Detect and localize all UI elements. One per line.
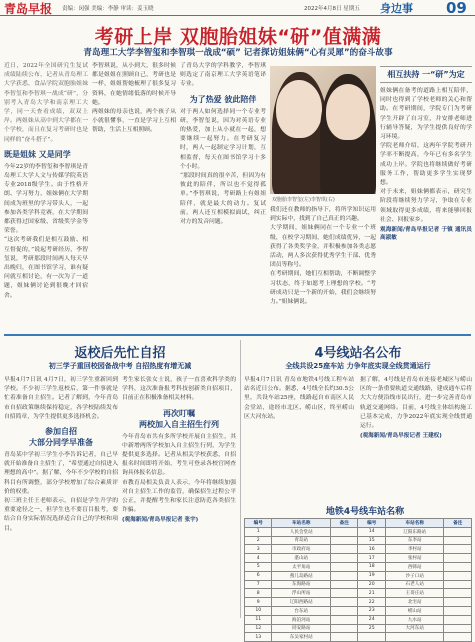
table-cell: 6	[245, 571, 272, 580]
table-cell: 25	[358, 624, 385, 633]
table-cell	[358, 633, 385, 642]
station-table	[244, 518, 472, 642]
table-cell: 10	[245, 606, 272, 615]
table-cell	[331, 580, 358, 589]
table-cell: 5	[245, 562, 272, 571]
table-cell: 燕儿岛路站	[272, 571, 331, 580]
story-left-column-1	[4, 376, 118, 534]
paragraph: 市教育局相关负责人表示，今年将继续加强对自主招生工作的监管，确保招生过程公平公正，并提醒考生和家长注意防范各类招生诈骗。	[122, 479, 236, 514]
table-row	[245, 562, 472, 571]
table-row	[245, 571, 472, 580]
table-cell	[444, 554, 472, 563]
table-cell	[444, 545, 472, 554]
table-cell	[444, 571, 472, 580]
table-cell	[444, 527, 472, 536]
table-cell	[331, 571, 358, 580]
table-cell: 台东站	[272, 606, 331, 615]
story-left-column-2	[122, 376, 236, 523]
column-header: 编号	[358, 519, 385, 528]
table-cell: 王哥庄站	[385, 589, 444, 598]
table-cell: 张村站	[385, 554, 444, 563]
column-header: 车站名称	[272, 519, 331, 528]
paragraph: 对于两人如何选择同一个专业考研，李智玺说，因为对英语专业的热爱，加上从小就在一起，想要继续一起努力。在考研复习时，两人一起制定学习计划，互相监督，每天在图书馆学习十多个小时。	[180, 108, 266, 170]
table-cell	[331, 633, 358, 642]
table-cell: 7	[245, 580, 272, 589]
paragraph: 早报4月7日讯 4月7日，初三学生重新回到学校。不少初三学生返校后，第一件事就是忙着准备自主招生。记者了解到，今年青岛市自招政策继续保持稳定，各学校陆续发布自招简章，为学生提供更多选择机会。	[4, 377, 118, 420]
article-column-2	[92, 62, 176, 136]
paragraph: 初三班主任王老师表示，自招是学生升学的重要途径之一，但学生也不要盲目报考，要结合自身实际情况选择适合自己的学校和项目。	[4, 498, 118, 532]
section-heading: 再次叮嘱	[163, 408, 195, 418]
table-cell: 人民会堂站	[272, 527, 331, 536]
newspaper-logo: 青岛早报	[4, 2, 53, 16]
table-cell	[444, 536, 472, 545]
story-right-column-1	[244, 376, 354, 422]
table-cell	[444, 589, 472, 598]
twins-photo	[270, 66, 376, 194]
issue-date: 2022年4月8日 星期五	[304, 6, 360, 12]
paragraph: 大学期间，姐妹俩同在一个专业一个班级，在校学习期间，她们成绩优异，一起获得了各类奖学金，并积极参加各类志愿活动，两人多次获得优秀学生干部、优秀团员等称号。	[270, 225, 376, 269]
table-cell: 沙子口站	[385, 571, 444, 580]
paragraph: 了青岛大学的学科教学，李智琪则选定了南京理工大学英语笔译专业。	[180, 63, 266, 88]
table-cell: 18	[358, 562, 385, 571]
table-cell	[331, 536, 358, 545]
section-heading: 两校加入自主招生行列	[139, 419, 219, 429]
section-heading-1: 既是姐妹 又是同学	[4, 149, 71, 159]
table-cell	[444, 624, 472, 633]
table-cell	[331, 562, 358, 571]
paragraph: 两姐妹的母亲也说，两个孩子从小就很懂事，一直是学习上互相帮助，生活上互相照顾。	[92, 109, 176, 134]
table-cell	[331, 606, 358, 615]
table-cell: 19	[358, 571, 385, 580]
table-cell: 9	[245, 598, 272, 607]
editor-credits: 责编：闵强 美编：李静 审读：姜玉晓	[62, 6, 154, 12]
table-cell	[331, 589, 358, 598]
table-cell: 石老人站	[385, 580, 444, 589]
table-cell: 8	[245, 589, 272, 598]
table-cell: 湛山站	[272, 554, 331, 563]
photo-caption: 双胞胎李智玺(左)李智琪(右)	[272, 197, 335, 203]
table-cell: 23	[358, 606, 385, 615]
table-cell	[331, 554, 358, 563]
table-row	[245, 545, 472, 554]
table-cell: 辽阳西路站	[272, 598, 331, 607]
table-row	[245, 589, 472, 598]
column-header: 车站名称	[385, 519, 444, 528]
table-cell: 九水站	[385, 615, 444, 624]
paragraph: 李智琪说，从小到大，很多时候都是姐姐在照顾自己，考研也是一样，姐姐帮她梳理了很多复习资料，在她情绪低落的时候开导她。	[92, 63, 176, 106]
table-cell: 同安路站	[272, 624, 331, 633]
paragraph: 今年22岁的李智玺和李智琪是青岛理工大学人文与传媒学院英语专业2018级学生。由于性格开朗、学习努力，姐妹俩在大学期间成为班里的学习带头人，一起参加各类学科竞赛，在大学期间都获得过国家级、省级奖学金等荣誉。	[4, 163, 88, 235]
table-cell: 16	[358, 545, 385, 554]
headline: 考研上岸 双胞胎姐妹“研”值满满	[94, 26, 382, 48]
byline: (观海新闻/青岛早报记者 张宇)	[122, 517, 199, 524]
section-divider	[4, 334, 471, 336]
table-cell: 24	[358, 615, 385, 624]
page-header	[0, 0, 475, 16]
column-divider	[240, 340, 241, 618]
page-number: 09	[446, 0, 467, 17]
paragraph: 考生家长张女士说，孩子一直喜欢科学类的学科，这次准备报考科技创新类自招项目，目前正在积极准备相关材料。	[122, 377, 236, 402]
section-heading: 大部分同学早准备	[29, 438, 93, 448]
section-heading-2: 为了热爱 彼此陪伴	[189, 94, 257, 104]
story-title-left: 返校后先忙自招	[74, 346, 166, 361]
article-column-1	[4, 62, 88, 301]
section-heading: 参加自招	[45, 427, 77, 437]
table-cell: 崂山站	[385, 606, 444, 615]
table-cell: 海泊河站	[272, 615, 331, 624]
story-subtitle-right: 全线共设25座车站 力争年底实现全线贯通运行	[285, 362, 431, 370]
story-title-right: 4号线站名公布	[314, 346, 402, 361]
table-cell: 西韩站	[385, 562, 444, 571]
paragraph: 在考研期间，她们互相帮助，不断调整学习状态，终于如愿考上理想的学校。“考研成功只是一个新的开始，我们会继续努力。”姐妹俩说。	[270, 271, 376, 306]
column-header: 备注	[444, 519, 472, 528]
paragraph: 据了解，4号线是青岛市连接老城区与崂山区的一条重要轨道交通线路，建成通车后将大大方便沿线市民出行，进一步完善青岛市轨道交通网络。目前，4号线主体结构施工已基本完成，力争2022年底实现全线贯通运行。	[360, 377, 472, 430]
table-cell: 北宅站	[385, 598, 444, 607]
paragraph: 对于未来，姐妹俩都表示，研究生阶段将继续努力学习，争取在专业领域取得更多成绩，将来能够回报社会、回报家乡。	[380, 189, 472, 223]
table-cell: 青岛站	[272, 536, 331, 545]
sidebar-title: 相互扶持 一“研”为定	[380, 66, 472, 83]
article-column-3	[180, 62, 266, 227]
table-cell	[331, 545, 358, 554]
paragraph: 学院老师介绍，这两年学院考研升学率不断提高，今年已有多名学生成功上岸。学院也将继续做好考研服务工作，帮助更多学生实现梦想。	[380, 143, 472, 187]
table-cell	[444, 580, 472, 589]
paragraph: “那段时间真的很辛苦，但因为有彼此的陪伴，所以也不觉得孤单。”李智琪说，考研路上有姐姐陪伴，就是最大的动力。复试前，两人还互相模拟面试，纠正对方的发音问题。	[180, 173, 266, 226]
story-right-column-2	[360, 376, 472, 439]
lead-paragraph: 近日，2022年全国研究生复试成绩陆续公布，记者从青岛理工大学获悉，食品学院双胞胎姐妹李智玺和李智琪一战成“研”，分别考入青岛大学和南京理工大学，同一天查看成绩，双双上岸。两姐妹从高中到大学都在一个学校，而且在复习考研时也是同样的“奋斗搭子”。	[4, 63, 88, 143]
table-cell: 2	[245, 536, 272, 545]
table-row	[245, 580, 472, 589]
station-table-title: 地铁4号线车站名称	[325, 507, 405, 517]
byline: 观海新闻/青岛早报记者 于镇 通讯员 高淑敏	[380, 227, 472, 242]
table-cell: 14	[358, 527, 385, 536]
table-cell: 东吴家村站	[272, 633, 331, 642]
paragraph: 今年青岛市共有多所学校开展自主招生，其中新增两所学校加入自主招生行列，为学生提供更多选择。记者从相关学校获悉，自招报名时间即将开始，考生可登录各校官网查询具体报名信息。	[122, 433, 236, 477]
table-row	[245, 554, 472, 563]
table-cell: 4	[245, 554, 272, 563]
paragraph: 青岛某中学初三学生小李告诉记者，自己早就开始准备自主招生了，“希望通过自招进入理想的高中”。据了解，今年不少学校的自招科目有所调整，部分学校增加了综合素质评价的权重。	[4, 452, 118, 495]
table-cell: 21	[358, 589, 385, 598]
table-cell: 12	[245, 624, 272, 633]
story-subtitle-left: 初三学子重回校园备战中考 自招热度有增无减	[48, 362, 192, 370]
table-cell: 17	[358, 554, 385, 563]
table-cell	[385, 633, 444, 642]
paragraph: 我们还在教师的指导下，将所学知识运用到实际中，找到了自己真正的兴趣。	[270, 207, 376, 223]
table-cell: 15	[358, 536, 385, 545]
paragraph: 姐妹俩在备考的道路上相互陪伴，同时也得到了学校老师的关心和帮助。在考研期间，学院专门为考研学生开辟了自习室，并安排老师进行辅导答疑，为学生提供良好的学习环境。	[380, 88, 472, 141]
paragraph: “这次考研我们是相互鼓励、相互督促的，”说起考研经历，李智玺说，考研那段时间两人每天早出晚归，在图书馆学习，谁有疑问就互相讨论，有一次为了一道题，姐妹俩讨论到很晚才回宿舍。	[4, 237, 88, 299]
table-cell: 辽阳东路站	[385, 527, 444, 536]
table-row	[245, 624, 472, 633]
table-header-row	[245, 519, 472, 528]
table-cell	[444, 606, 472, 615]
table-cell	[331, 598, 358, 607]
subheadline: 青岛理工大学李智玺和李智琪一战成“硕” 记者探访姐妹俩“心有灵犀”的奋斗故事	[83, 48, 393, 58]
table-cell: 东李站	[385, 536, 444, 545]
table-cell: 20	[358, 580, 385, 589]
table-row	[245, 633, 472, 642]
article-column-4	[270, 206, 376, 307]
table-cell: 太平角站	[272, 562, 331, 571]
sidebar-story	[380, 66, 472, 334]
table-cell: 大河东站	[385, 624, 444, 633]
table-cell: 13	[245, 633, 272, 642]
table-cell	[444, 598, 472, 607]
table-cell: 浮山所站	[272, 589, 331, 598]
table-cell: 东海路站	[272, 580, 331, 589]
table-cell: 11	[245, 615, 272, 624]
table-cell: 3	[245, 545, 272, 554]
column-header: 编号	[245, 519, 272, 528]
table-cell	[331, 624, 358, 633]
column-header: 备注	[331, 519, 358, 528]
table-row	[245, 606, 472, 615]
section-title: 身边事	[380, 2, 413, 15]
table-cell	[444, 562, 472, 571]
table-cell: 李村站	[385, 545, 444, 554]
table-row	[245, 536, 472, 545]
paragraph: 早报4月7日讯 青岛市地铁4号线工程车站站名近日公布。据悉，4号线全长约30.5公里，共设车站25座，线路起自市南区人民会堂站，途经市北区、崂山区，终至崂山区大河东站。	[244, 377, 354, 420]
table-cell: 22	[358, 598, 385, 607]
table-cell: 1	[245, 527, 272, 536]
table-cell: 市政府站	[272, 545, 331, 554]
table-cell	[331, 527, 358, 536]
station-table-body	[245, 527, 472, 641]
table-cell	[444, 633, 472, 642]
table-row	[245, 598, 472, 607]
table-row	[245, 527, 472, 536]
byline: (观海新闻/青岛早报记者 王建权)	[360, 433, 442, 440]
